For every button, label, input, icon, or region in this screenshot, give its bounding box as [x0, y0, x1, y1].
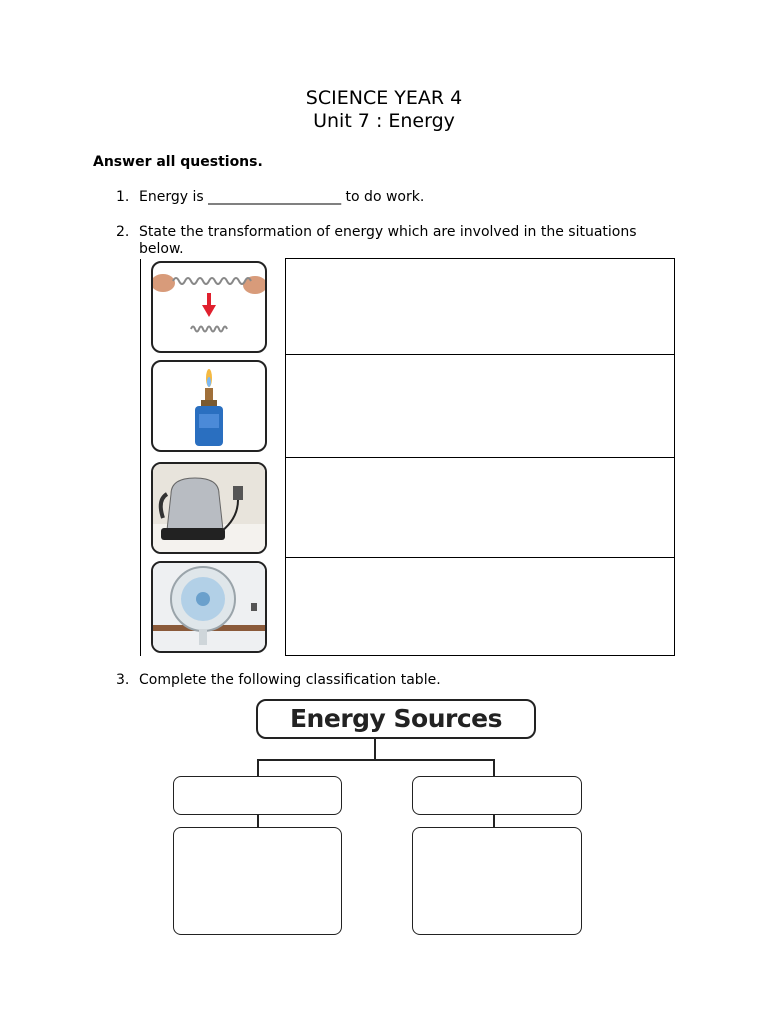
- question-text: Complete the following classification table.: [139, 672, 441, 688]
- question-text: Energy is ___________________ to do work.: [139, 189, 425, 205]
- question-number: 2.: [116, 224, 130, 240]
- connector-vertical-root: [374, 737, 376, 759]
- connector-left-lower: [257, 814, 259, 827]
- transformation-table: [140, 258, 675, 656]
- page-subtitle: Unit 7 : Energy: [313, 110, 455, 132]
- question-number: 1.: [116, 189, 130, 205]
- answer-cell[interactable]: [286, 558, 675, 656]
- picture-cell: [141, 259, 286, 355]
- connector-right-lower: [493, 814, 495, 827]
- question-1: [116, 189, 676, 209]
- page-title: SCIENCE YEAR 4: [305, 87, 463, 109]
- answer-cell[interactable]: [286, 458, 675, 558]
- energy-sources-root-box: Energy Sources: [256, 699, 536, 739]
- spring-icon: [151, 261, 267, 353]
- connector-left-down: [257, 759, 259, 776]
- category-label-box-right[interactable]: [412, 776, 582, 815]
- question-2: [116, 224, 676, 258]
- gas-burner-icon: [151, 360, 267, 452]
- question-3: [116, 672, 676, 692]
- category-content-box-left[interactable]: [173, 827, 342, 935]
- category-label-box-left[interactable]: [173, 776, 342, 815]
- question-text: State the transformation of energy which are involved in the situations below.: [139, 224, 637, 257]
- picture-cell: [141, 558, 286, 656]
- picture-cell: [141, 355, 286, 458]
- instruction: Answer all questions.: [93, 154, 263, 170]
- picture-cell: [141, 458, 286, 558]
- electric-fan-icon: [151, 561, 267, 653]
- category-content-box-right[interactable]: [412, 827, 582, 935]
- answer-cell[interactable]: [286, 355, 675, 458]
- question-number: 3.: [116, 672, 130, 688]
- connector-right-down: [493, 759, 495, 776]
- electric-kettle-icon: [151, 462, 267, 554]
- connector-horizontal: [257, 759, 495, 761]
- answer-cell[interactable]: [286, 259, 675, 355]
